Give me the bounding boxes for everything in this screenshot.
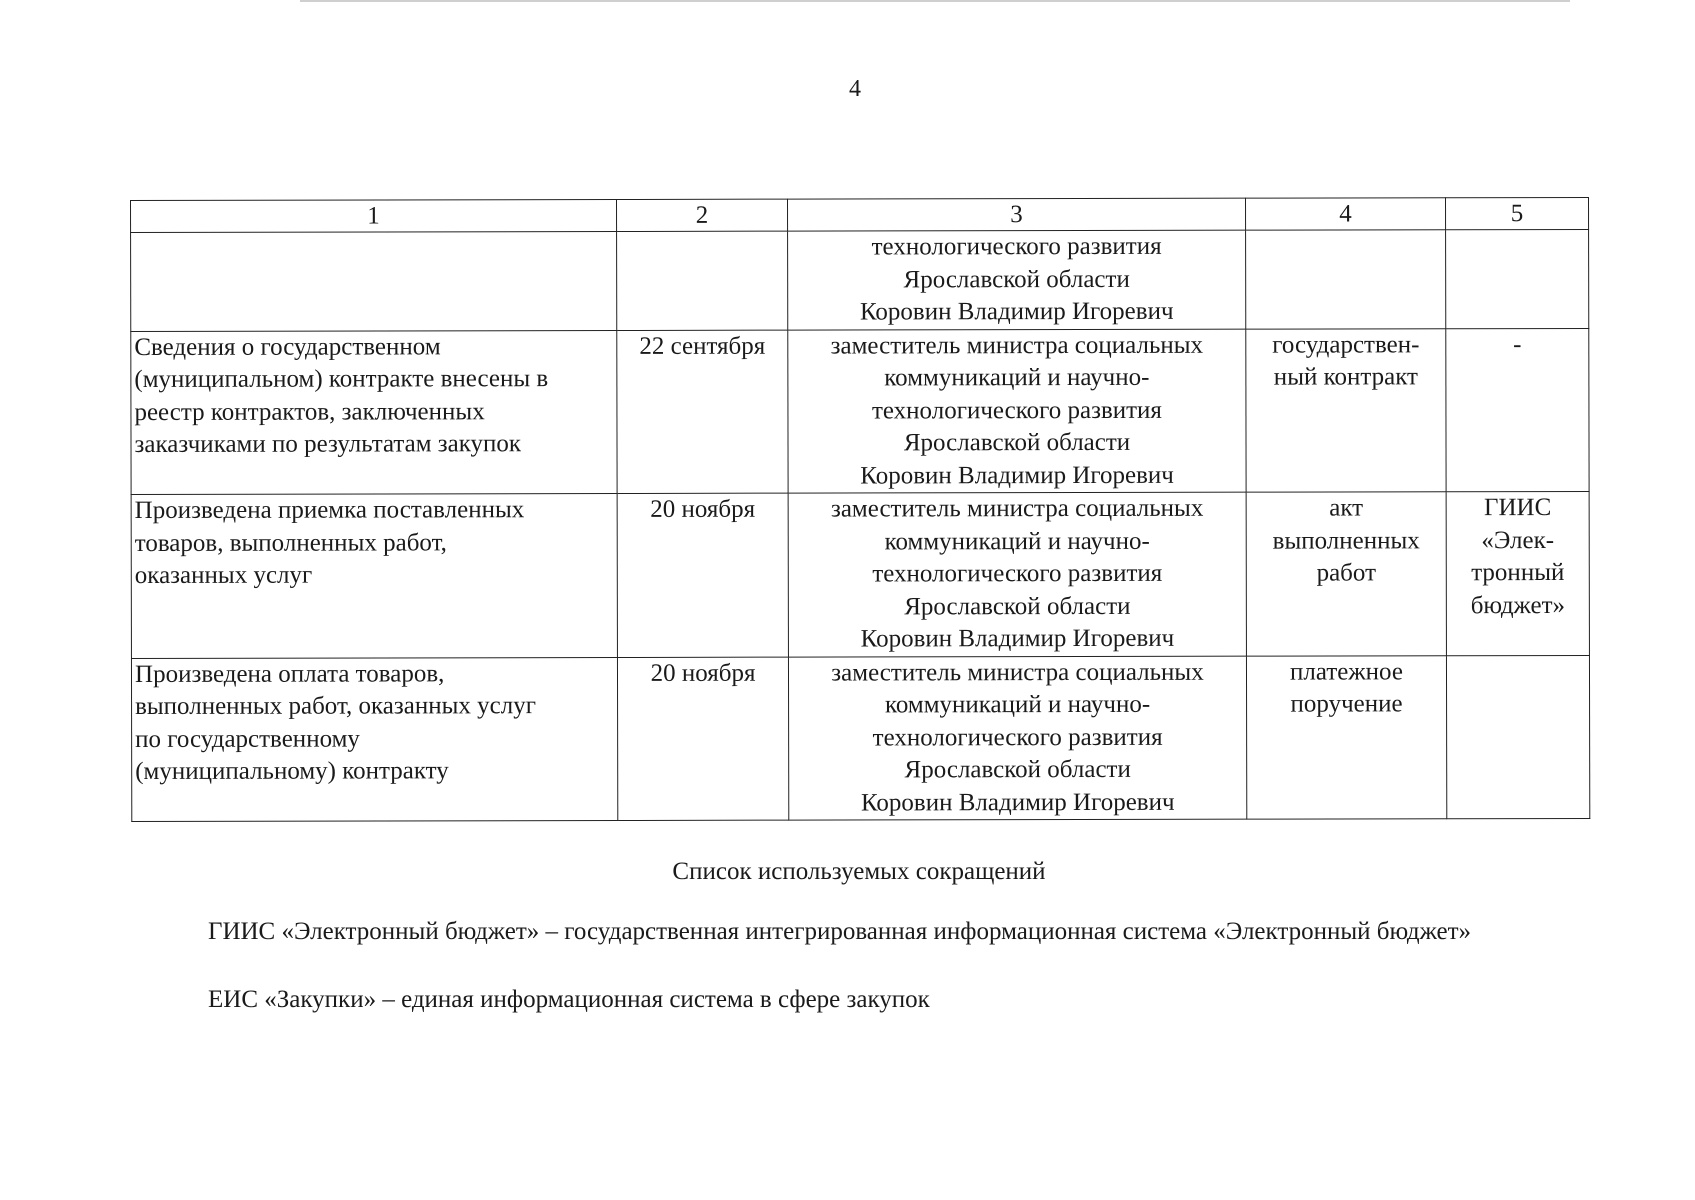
- column-header: 2: [617, 199, 788, 231]
- column-header: 3: [787, 198, 1245, 231]
- responsible-cell: заместитель министра социальных коммуникаций и научно- технологического развития Ярославской области Коровин Владимир Игоревич: [788, 329, 1246, 493]
- event-cell: [131, 231, 617, 331]
- document-cell: платежное поручение: [1246, 655, 1446, 819]
- event-cell: Произведена приемка поставленных товаров, выполненных работ, оказанных услуг: [131, 493, 617, 658]
- column-header: 1: [131, 199, 617, 232]
- plan-table: [130, 197, 1590, 822]
- date-cell: 20 ноября: [617, 493, 788, 657]
- date-cell: [617, 231, 788, 330]
- responsible-cell: заместитель министра социальных коммуникаций и научно- технологического развития Ярославской области Коровин Владимир Игоревич: [788, 492, 1246, 656]
- system-cell: [1446, 655, 1589, 819]
- column-header: 4: [1245, 198, 1445, 230]
- top-rule: [300, 0, 1570, 2]
- date-cell: 22 сентября: [617, 330, 788, 494]
- table-row: [131, 655, 1589, 822]
- date-cell: 20 ноября: [617, 657, 788, 821]
- responsible-cell: технологического развития Ярославской области Коровин Владимир Игоревич: [788, 230, 1246, 329]
- abbreviations-title: Список используемых сокращений: [672, 858, 1046, 885]
- table-row: [131, 328, 1589, 495]
- document-cell: акт выполненных работ: [1246, 492, 1446, 656]
- system-cell: [1446, 229, 1589, 328]
- table-row: [131, 491, 1589, 658]
- abbreviation-item: ЕИС «Закупки» – единая информационная система в сфере закупок: [208, 986, 930, 1013]
- column-header: 5: [1445, 197, 1588, 229]
- system-cell: ГИИС «Элек- тронный бюджет»: [1446, 491, 1589, 655]
- event-cell: Произведена оплата товаров, выполненных работ, оказанных услуг по государственному (муниципальному) контракту: [131, 657, 617, 822]
- abbreviation-item: ГИИС «Электронный бюджет» – государственная интегрированная информационная система «Электронный бюджет»: [208, 918, 1472, 945]
- table-header-row: [131, 197, 1589, 232]
- system-cell: -: [1446, 328, 1589, 492]
- document-cell: [1246, 230, 1446, 329]
- page-number: 4: [849, 76, 861, 102]
- event-cell: Сведения о государственном (муниципальном) контракте внесены в реестр контрактов, заключенных заказчиками по результатам закупок: [131, 330, 617, 495]
- table-row: [131, 229, 1589, 331]
- responsible-cell: заместитель министра социальных коммуникаций и научно- технологического развития Ярославской области Коровин Владимир Игоревич: [788, 656, 1246, 820]
- document-cell: государствен- ный контракт: [1246, 328, 1446, 492]
